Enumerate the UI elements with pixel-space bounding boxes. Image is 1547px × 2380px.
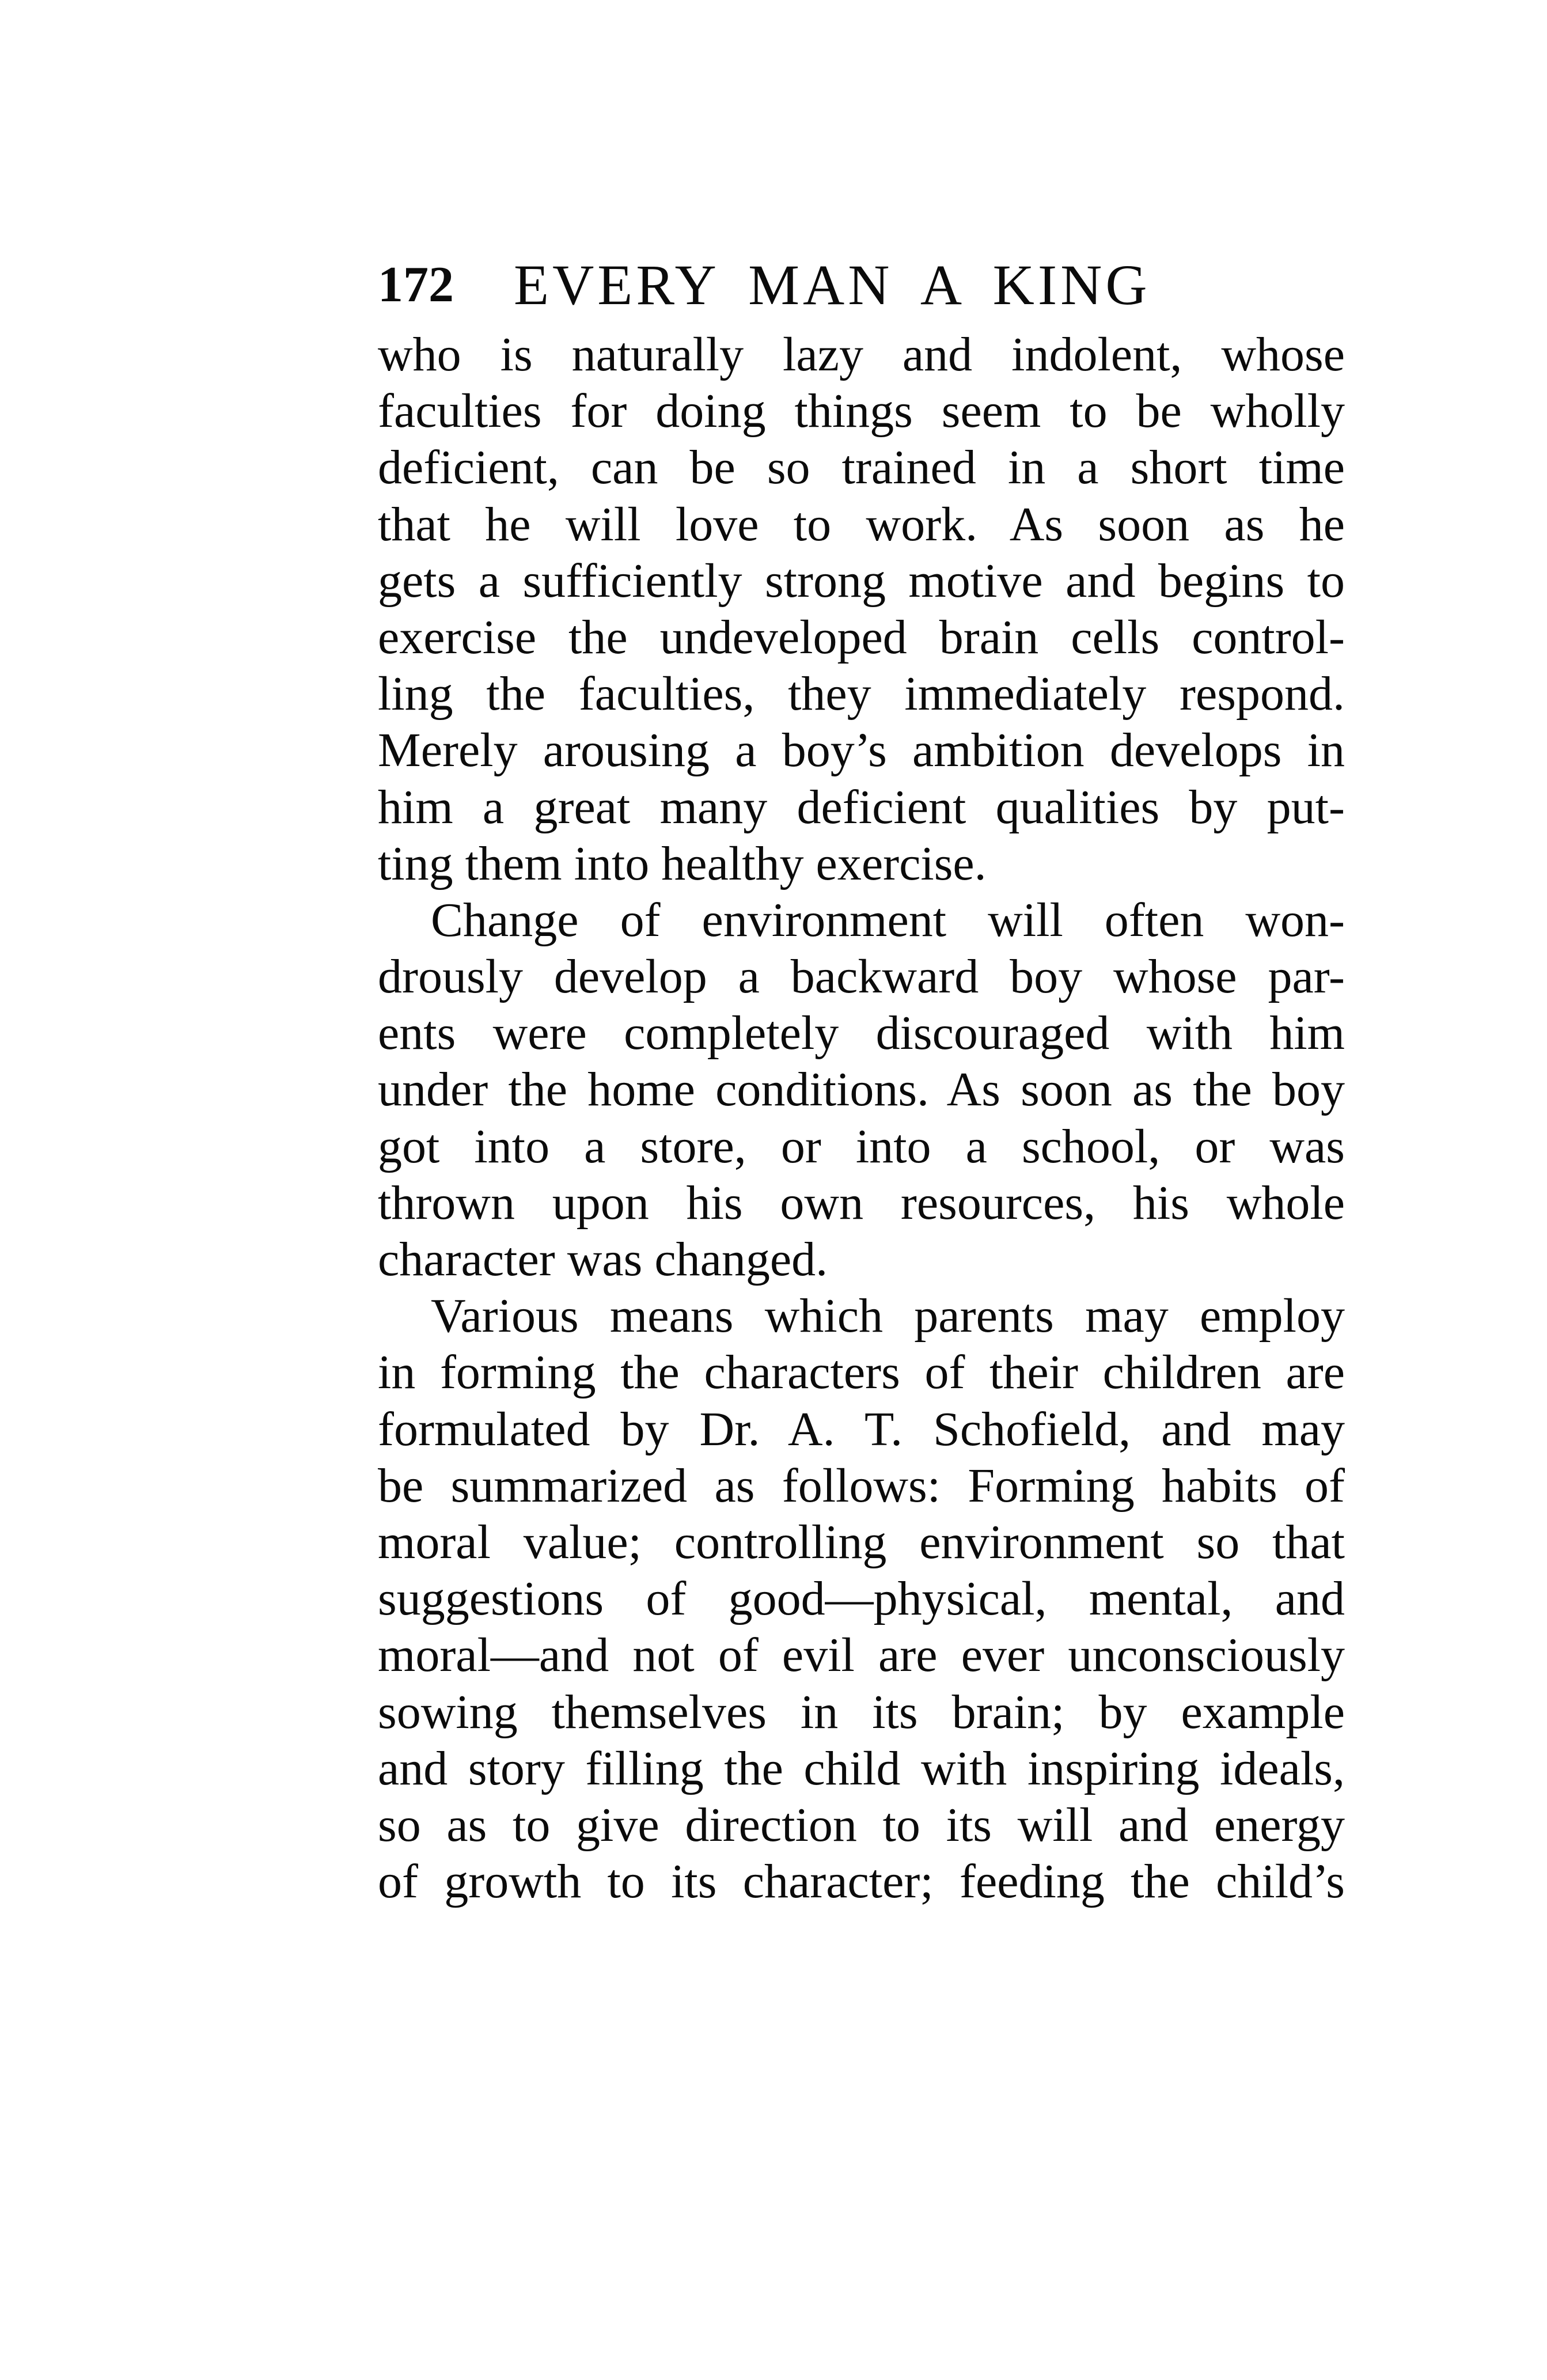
text-line: formulated by Dr. A. T. Schofield, and may: [378, 1402, 1345, 1456]
paragraph: [378, 1288, 1345, 1910]
text-line: him a great many deficient qualities by put-: [378, 780, 1345, 834]
text-line: exercise the undeveloped brain cells control-: [378, 610, 1345, 664]
text-line: of growth to its character; feeding the child’s: [378, 1855, 1345, 1909]
text-line: drously develop a backward boy whose par-: [378, 950, 1345, 1004]
text-line: that he will love to work. As soon as he: [378, 497, 1345, 551]
text-line: ents were completely discouraged with him: [378, 1006, 1345, 1060]
text-line: ting them into healthy exercise.: [378, 836, 987, 890]
text-line: character was changed.: [378, 1233, 828, 1286]
text-line: gets a sufficiently strong motive and begins to: [378, 554, 1345, 608]
text-line: deficient, can be so trained in a short time: [378, 441, 1345, 495]
text-line: be summarized as follows: Forming habits of: [378, 1458, 1345, 1513]
text-line: thrown upon his own resources, his whole: [378, 1176, 1345, 1230]
paragraph: [378, 892, 1345, 1288]
text-line: and story filling the child with inspiring ideals,: [378, 1741, 1345, 1795]
text-line: ling the faculties, they immediately respond.: [378, 667, 1345, 721]
running-header: [378, 253, 1345, 317]
text-line: Various means which parents may employ: [431, 1289, 1345, 1343]
text-line: sowing themselves in its brain; by example: [378, 1685, 1345, 1739]
text-line: in forming the characters of their children are: [378, 1346, 1345, 1400]
text-line: faculties for doing things seem to be wholly: [378, 384, 1345, 438]
text-line: moral value; controlling environment so that: [378, 1515, 1345, 1569]
body-text: [378, 327, 1345, 1910]
text-line: Change of environment will often won-: [431, 893, 1345, 947]
text-line: so as to give direction to its will and energy: [378, 1798, 1345, 1852]
text-line: suggestions of good—physical, mental, and: [378, 1572, 1345, 1626]
text-line: moral—and not of evil are ever unconsciously: [378, 1628, 1345, 1682]
text-line: Merely arousing a boy’s ambition develops in: [378, 723, 1345, 778]
page-number: 172: [378, 257, 454, 313]
text-line: under the home conditions. As soon as the boy: [378, 1063, 1345, 1117]
running-title: EVERY MAN A KING: [514, 253, 1151, 317]
paragraph: [378, 327, 1345, 892]
text-line: who is naturally lazy and indolent, whose: [378, 328, 1345, 381]
text-line: got into a store, or into a school, or was: [378, 1119, 1345, 1173]
